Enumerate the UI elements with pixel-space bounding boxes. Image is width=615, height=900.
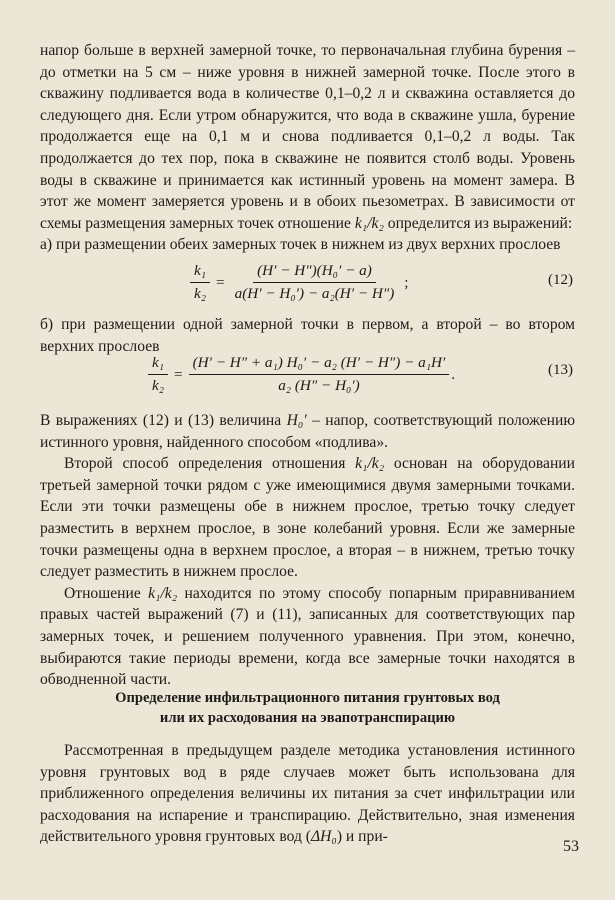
formula-13-rhs: $\frac{\text{(H′ − H″ + a₁) H₀′ − a₂ (H′ − H″) − a₁H′}}{\text{a₂ (H″ − H₀′)}}$ xyxy=(189,354,450,395)
formula-13-lhs: $\frac{\text{k₁}}{\text{k₂}}$ xyxy=(148,354,168,395)
paragraph-second-method: Второй способ определения отношения k₁/k₂ основан на оборудовании третьей замерной точки рядом с уже имеющимися двумя замерными точками. Если эти точки размещены обе в нижнем прослое, третью точку следует разместить в верхнем прослое, в зоне колебаний уровня. Если же замерные точки размещены одна в верхнем прослое, а вторая – в нижнем, третью точку следует разместить в нижнем прослое. xyxy=(40,455,575,581)
text-block-4 xyxy=(40,740,575,848)
paragraph-ratio: Отношение k₁/k₂ находится по этому способу попарным приравниванием правых частей выражений (7) и (11), записанных для соответствующих пар замерных точек, и решением полученного уравнения. При этом, конечно, выбираются такие периоды времени, когда все замерные точки находятся в обводненной части. xyxy=(40,584,575,689)
formula-13: $\frac{\text{k₁}}{\text{k₂}}$ = $\frac{\text{(H′ − H″ + a₁) H₀′ − a₂ (H′ − H″) − a₁H′}}{\text{a₂ (H″ − H₀′)}}$ . xyxy=(148,354,455,395)
ratio-k1-k2: k₁/k₂ xyxy=(355,455,385,473)
formula-12: $\frac{\text{k₁}}{\text{k₂}}$ = $\frac{\text{(H′ − H″)(H₀′ − a)}}{\text{a(H′ − H₀′) − a₂(H′ − H″)}}$ ; xyxy=(190,262,409,303)
equation-number-12: (12) xyxy=(548,272,573,288)
text-block-1 xyxy=(40,40,575,256)
ratio-k1-k2: k₁/k₂ xyxy=(354,214,384,232)
equation-number-13: (13) xyxy=(548,362,573,378)
symbol-delta-h0: ΔH₀ xyxy=(311,828,337,846)
text-block-3 xyxy=(40,410,575,691)
paragraph-continuation: напор больше в верхней замерной точке, то первоначальная глубина бурения – до отметки на 5 см – ниже уровня в нижней замерной точке. После этого в скважину подливается вода в количестве 0,1–0,2 л и скважина оставляется до следующего дня. Если утром обнаружится, что вода в скважине ушла, бурение продолжается еще на 0,1 м и снова подливается 0,1–0,2 л воды. Так продолжается до тех пор, пока в скважине не появится столб воды. Уровень воды в скважине и принимается как истинный уровень на момент замера. В этот же момент замеряется уровень и в обоих пьезометрах. В зависимости от схемы размещения замерных точек отношение k₁/k₂ определится из выражений: xyxy=(40,42,575,232)
symbol-h0: H₀′ xyxy=(286,412,307,429)
paragraph-method: Рассмотренная в предыдущем разделе методика установления истинного уровня грунтовых вод в ряде случаев может быть использована для приближенного определения величины их питания за счет инфильтрации или расходования на испарение и транспирацию. Действительно, зная изменения действительного уровня грунтовых вод (ΔH₀) и при- xyxy=(40,742,575,846)
text-block-2 xyxy=(40,314,575,357)
ratio-k1-k2: k₁/k₂ xyxy=(148,584,178,602)
page-number: 53 xyxy=(563,838,579,855)
paragraph-h0: В выражениях (12) и (13) величина H₀′ – напор, соответствующий положению истинного уровня, найденного способом «подлива». xyxy=(40,412,575,451)
section-heading: Определение инфильтрационного питания грунтовых вод или их расходования на эвапотранспирацию xyxy=(115,690,500,726)
item-b: б) при размещении одной замерной точки в первом, а второй – во втором верхних прослоев xyxy=(40,316,575,355)
item-a: а) при размещении обеих замерных точек в нижнем из двух верхних прослоев xyxy=(40,236,561,254)
formula-12-rhs: $\frac{\text{(H′ − H″)(H₀′ − a)}}{\text{a(H′ − H₀′) − a₂(H′ − H″)}}$ xyxy=(234,262,395,302)
formula-12-lhs: $\frac{\text{k₁}}{\text{k₂}}$ xyxy=(190,262,210,303)
